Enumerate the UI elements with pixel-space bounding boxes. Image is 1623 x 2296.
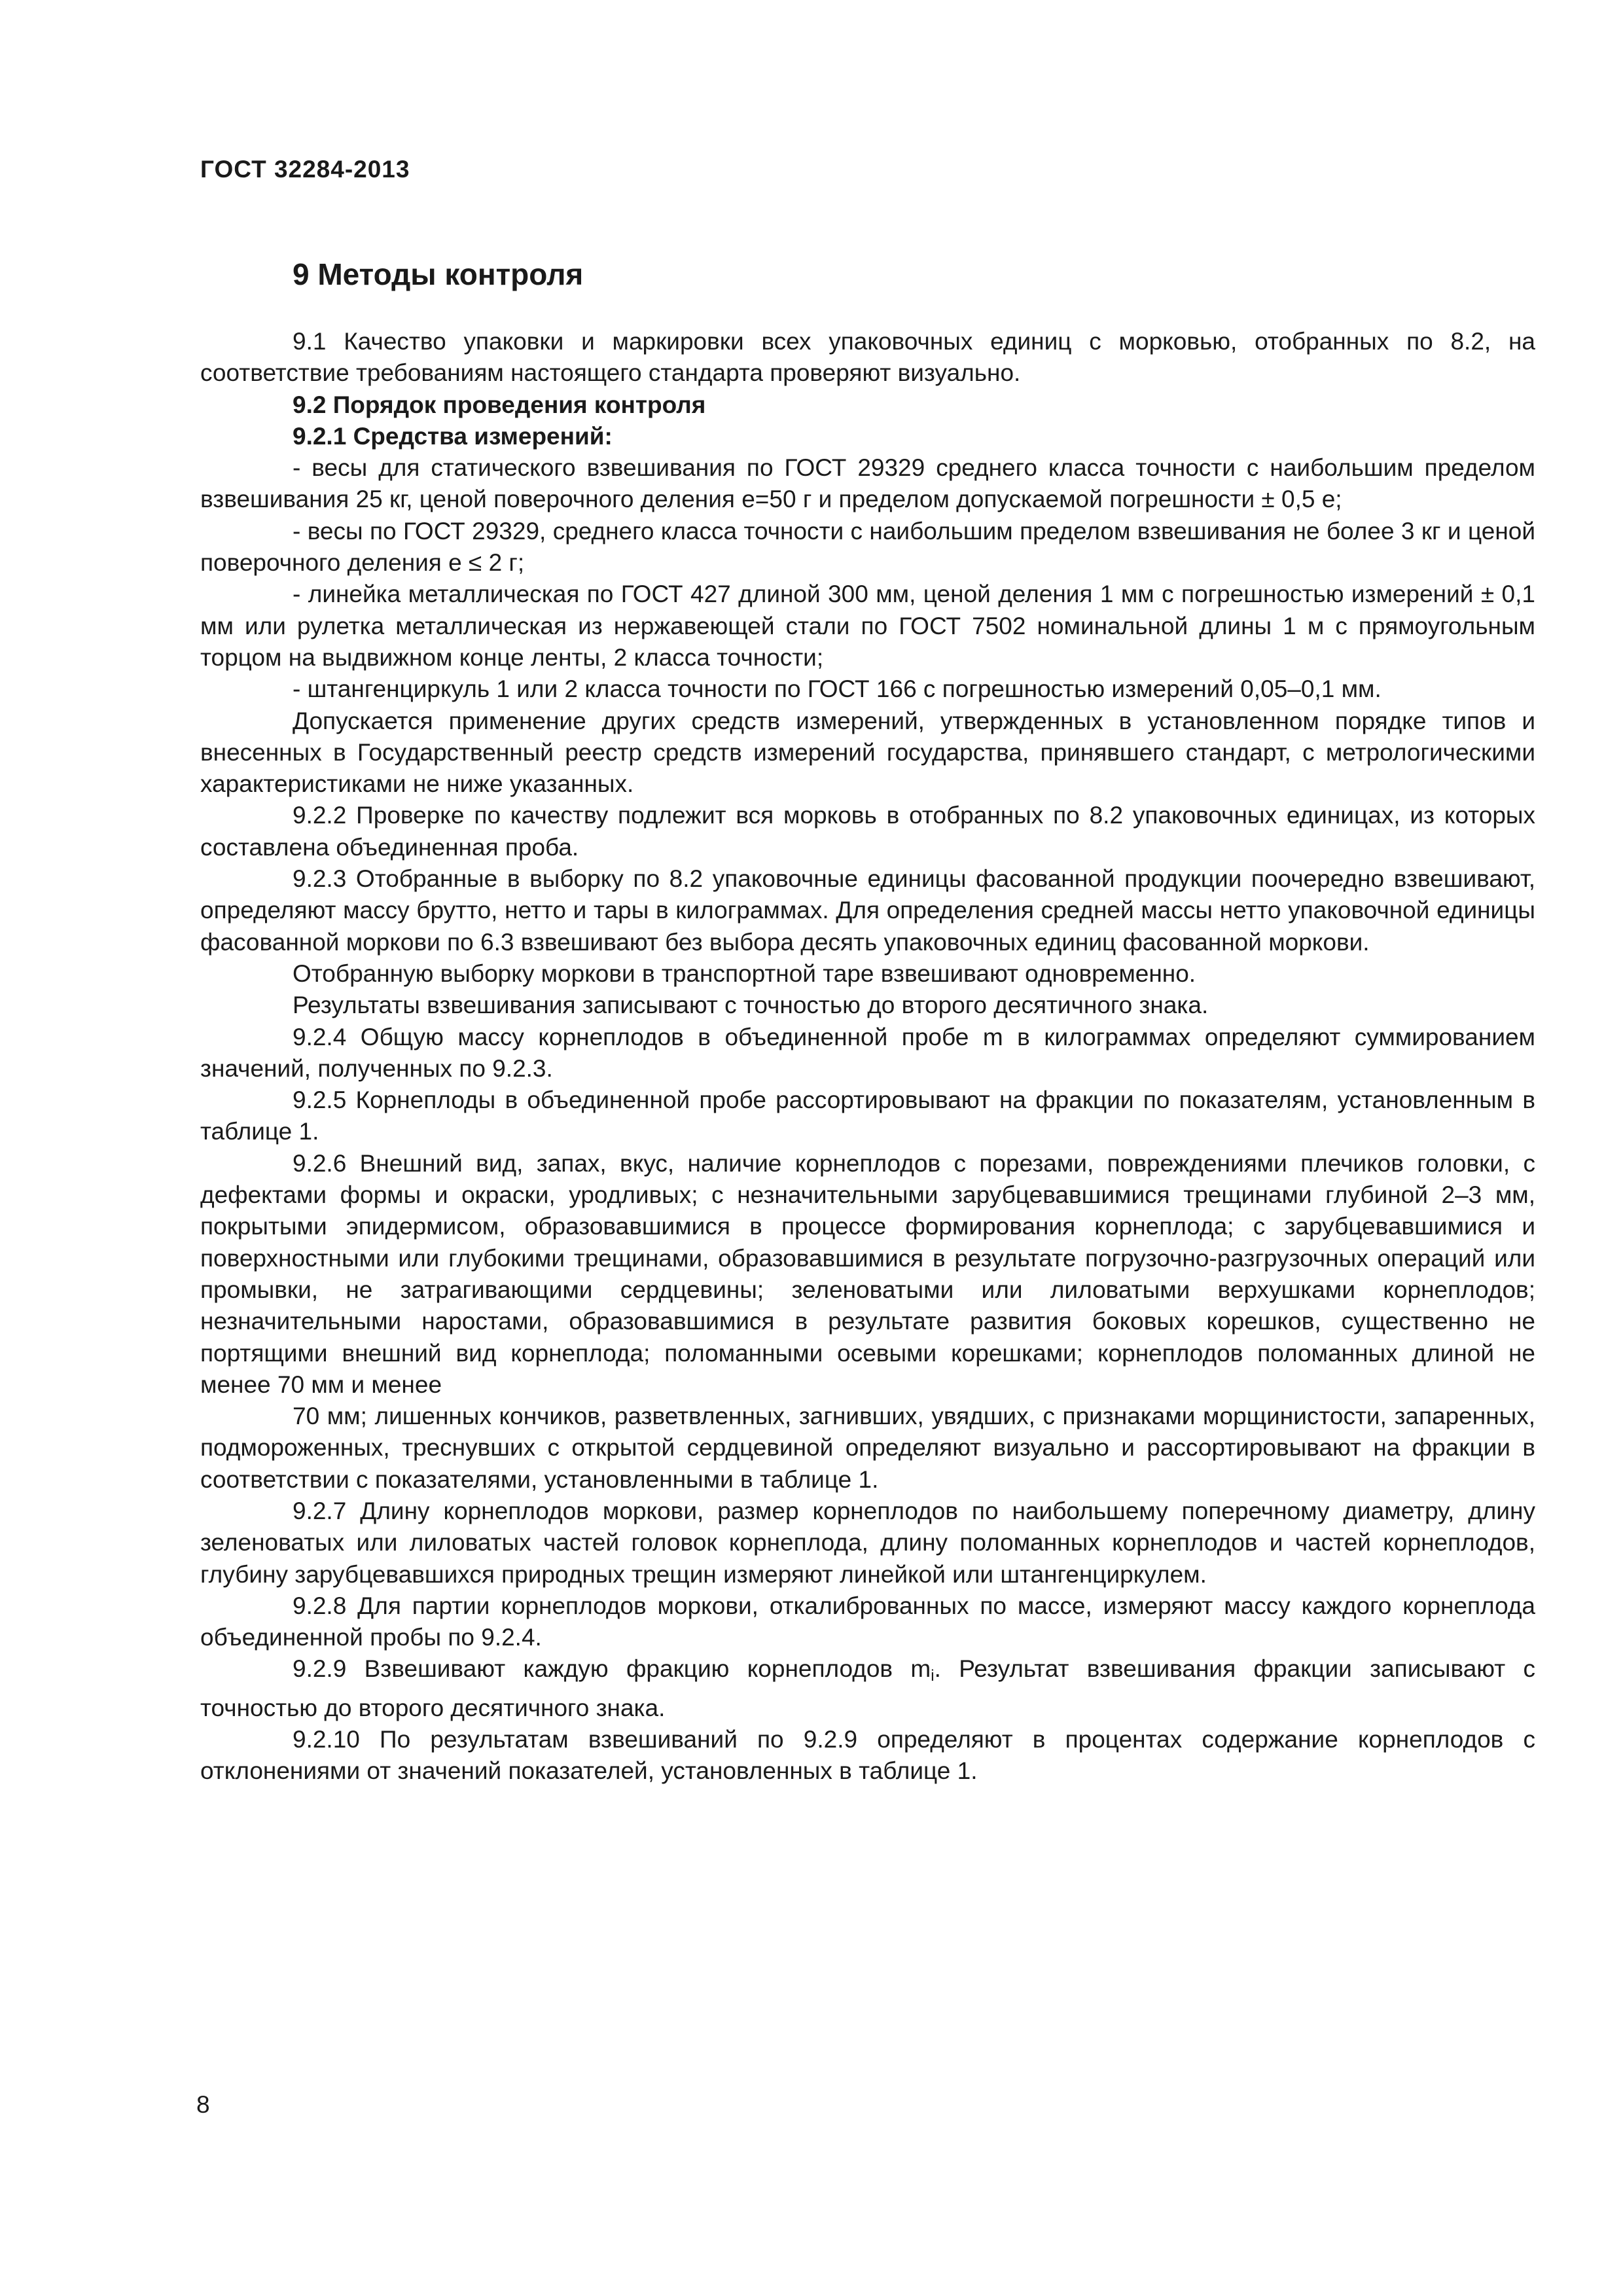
paragraph-other-instruments: Допускается применение других средств измерений, утвержденных в установленном порядке типов и внесенных в Государственный реестр средств измерений государства, принявшего стандарт, с метрологическими характеристиками не ниже указанных. <box>200 707 1535 798</box>
list-item-ruler: - линейка металлическая по ГОСТ 427 длиной 300 мм, ценой деления 1 мм с погрешностью измерений ± 0,1 мм или рулетка металлическая из нержавеющей стали по ГОСТ 7502 номинальной длины 1 м с прямоугольным торцом на выдвижном конце ленты, 2 класса точности; <box>200 581 1535 671</box>
paragraph-9-2-6-continued: 70 мм; лишенных кончиков, разветвленных, загнивших, увядших, с признаками морщинистости, запаренных, подмороженных, треснувших с открытой сердцевиной определяют визуально и рассортировывают на фракции в соответствии с показателями, установленными в таблице 1. <box>200 1403 1535 1493</box>
paragraph-9-2-9-start: 9.2.9 Взвешивают каждую фракцию корнеплодов m <box>293 1655 931 1683</box>
paragraph-weighing-precision: Результаты взвешивания записывают с точностью до второго десятичного знака. <box>293 992 1209 1019</box>
paragraph-9-2-5: 9.2.5 Корнеплоды в объединенной пробе рассортировывают на фракции по показателям, установленным в таблице 1. <box>200 1086 1535 1145</box>
list-item-scales-25kg: - весы для статического взвешивания по ГОСТ 29329 среднего класса точности с наибольшим пределом взвешивания 25 кг, ценой поверочного деления e=50 г и пределом допускаемой погрешности ± 0,5 e; <box>200 454 1535 513</box>
subsection-heading-9-2-1: 9.2.1 Средства измерений: <box>293 422 613 450</box>
paragraph-9-2-8: 9.2.8 Для партии корнеплодов моркови, откалиброванных по массе, измеряют массу каждого корнеплода объединенной пробы по 9.2.4. <box>200 1592 1535 1651</box>
paragraph-9-2-4: 9.2.4 Общую массу корнеплодов в объединенной пробе m в килограммах определяют суммированием значений, полученных по 9.2.3. <box>200 1023 1535 1082</box>
body-text <box>200 326 1535 1787</box>
subscript-i: i <box>931 1667 935 1685</box>
list-item-scales-3kg: - весы по ГОСТ 29329, среднего класса точности с наибольшим пределом взвешивания не более 3 кг и ценой поверочного деления e ≤ 2 г; <box>200 517 1535 577</box>
paragraph-9-2-9 <box>200 1653 1535 1724</box>
page-number: 8 <box>196 2091 210 2118</box>
list-item-caliper: - штангенциркуль 1 или 2 класса точности по ГОСТ 166 с погрешностью измерений 0,05–0,1 мм. <box>293 675 1382 703</box>
paragraph-9-2-2: 9.2.2 Проверке по качеству подлежит вся морковь в отобранных по 8.2 упаковочных единицах, из которых составлена объединенная проба. <box>200 802 1535 861</box>
paragraph-transport-tare: Отобранную выборку моркови в транспортной таре взвешивают одновременно. <box>293 960 1196 987</box>
paragraph-9-2-7: 9.2.7 Длину корнеплодов моркови, размер корнеплодов по наибольшему поперечному диаметру, длину зеленоватых или лиловатых частей головок корнеплода, длину поломанных корнеплодов и частей корнеплодов, глубину зарубцевавшихся природных трещин измеряют линейкой или штангенциркулем. <box>200 1497 1535 1588</box>
document-id: ГОСТ 32284-2013 <box>200 156 410 183</box>
paragraph-9-1: 9.1 Качество упаковки и маркировки всех упаковочных единиц с морковью, отобранных по 8.2, на соответствие требованиям настоящего стандарта проверяют визуально. <box>200 328 1535 387</box>
paragraph-9-2-10: 9.2.10 По результатам взвешиваний по 9.2.9 определяют в процентах содержание корнеплодов с отклонениями от значений показателей, установленных в таблице 1. <box>200 1726 1535 1785</box>
section-title: 9 Методы контроля <box>293 257 584 291</box>
subsection-heading-9-2: 9.2 Порядок проведения контроля <box>293 391 706 418</box>
paragraph-9-2-9-end: . Результат взвешивания фракции записывают с точностью до второго десятичного знака. <box>200 1655 1535 1721</box>
paragraph-9-2-6: 9.2.6 Внешний вид, запах, вкус, наличие корнеплодов с порезами, повреждениями плечиков головки, с дефектами формы и окраски, уродливых; с незначительными зарубцевавшимися трещинами глубиной 2–3 мм, покрытыми эпидермисом, образовавшимися в процессе формирования корнеплода; с зарубцевавшимися и поверхностными или глубокими трещинами, образовавшимися в результате погрузочно-разгрузочных операций или промывки, не затрагивающими сердцевины; зеленоватыми или лиловатыми верхушками корнеплодов; незначительными наростами, образовавшимися в результате развития боковых корешков, существенно не портящими внешний вид корнеплода; поломанными осевыми корешками; корнеплодов поломанных длиной не менее 70 мм и менее <box>200 1149 1535 1398</box>
paragraph-9-2-3: 9.2.3 Отобранные в выборку по 8.2 упаковочные единицы фасованной продукции поочередно взвешивают, определяют массу брутто, нетто и тары в килограммах. Для определения средней массы нетто упаковочной единицы фасованной моркови по 6.3 взвешивают без выбора десять упаковочных единиц фасованной моркови. <box>200 865 1535 956</box>
